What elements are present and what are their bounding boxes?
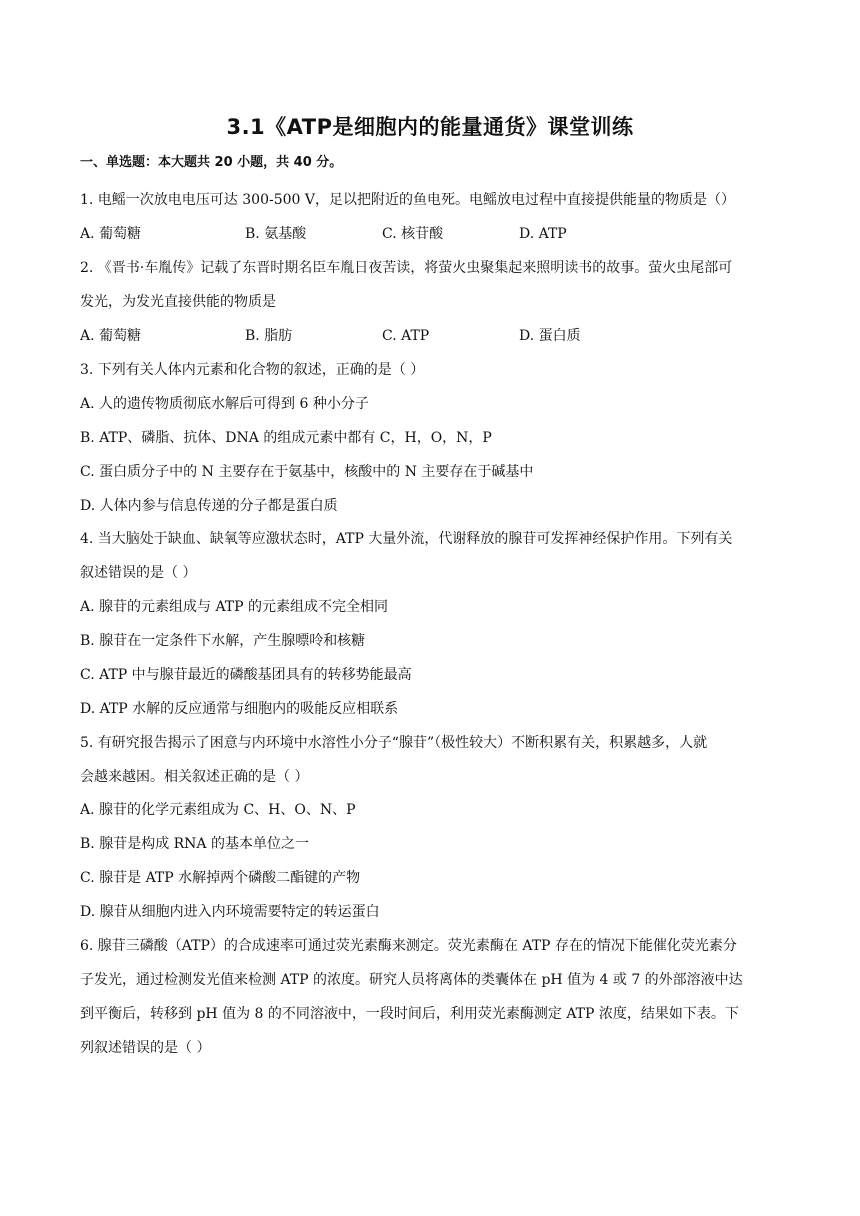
question-4-option-b: B. 腺苷在一定条件下水解，产生腺嘌呤和核糖 (80, 633, 366, 649)
question-4-stem-line-2: 叙述错误的是（ ） (80, 565, 197, 581)
question-1-stem: 1. 电鳐一次放电电压可达 300-500 V，足以把附近的鱼电死。电鳐放电过程中直接提供能量的物质是（） (80, 192, 735, 208)
question-2-stem-line-1: 2. 《晋书·车胤传》记载了东晋时期名臣车胤日夜苦读，将萤火虫聚集起来照明读书的故事。萤火虫尾部可 (80, 260, 733, 276)
question-2-option-d: D. 蛋白质 (519, 328, 581, 344)
question-5-option-c: C. 腺苷是 ATP 水解掉两个磷酸二酯键的产物 (80, 870, 361, 886)
page-title: 3.1《ATP是细胞内的能量通货》课堂训练 (226, 115, 634, 139)
question-2-option-a: A. 葡萄糖 (80, 328, 142, 344)
question-6-stem-line-1: 6. 腺苷三磷酸（ATP）的合成速率可通过荧光素酶来测定。荧光素酶在 ATP 存在的情况下能催化荧光素分 (80, 938, 737, 954)
question-3-option-c: C. 蛋白质分子中的 N 主要存在于氨基中，核酸中的 N 主要存在于碱基中 (80, 464, 534, 480)
question-6-stem-line-4: 列叙述错误的是（ ） (80, 1040, 211, 1056)
question-3-option-d: D. 人体内参与信息传递的分子都是蛋白质 (80, 498, 338, 514)
question-5-option-a: A. 腺苷的化学元素组成为 C、H、O、N、P (80, 802, 356, 818)
question-1-option-a: A. 葡萄糖 (80, 226, 142, 242)
question-3-option-a: A. 人的遗传物质彻底水解后可得到 6 种小分子 (80, 396, 369, 412)
question-1-option-c: C. 核苷酸 (382, 226, 444, 242)
question-3-option-b: B. ATP、磷脂、抗体、DNA 的组成元素中都有 C，H，O，N，P (80, 430, 492, 446)
question-1-option-d: D. ATP (519, 226, 567, 242)
question-5-option-d: D. 腺苷从细胞内进入内环境需要特定的转运蛋白 (80, 904, 380, 920)
question-2-option-b: B. 脂肪 (245, 328, 293, 344)
question-5-stem-line-2: 会越来越困。相关叙述正确的是（ ） (80, 769, 309, 785)
question-6-stem-line-3: 到平衡后，转移到 pH 值为 8 的不同溶液中，一段时间后，利用荧光素酶测定 ATP 浓度，结果如下表。下 (80, 1006, 739, 1022)
question-3-stem: 3. 下列有关人体内元素和化合物的叙述，正确的是（ ） (80, 362, 425, 378)
question-2-option-c: C. ATP (382, 328, 430, 344)
question-4-option-a: A. 腺苷的元素组成与 ATP 的元素组成不完全相同 (80, 599, 389, 615)
question-2-stem-line-2: 发光，为发光直接供能的物质是 (80, 294, 276, 310)
question-4-option-d: D. ATP 水解的反应通常与细胞内的吸能反应相联系 (80, 701, 399, 717)
question-4-option-c: C. ATP 中与腺苷最近的磷酸基团具有的转移势能最高 (80, 667, 412, 683)
question-4-stem-line-1: 4. 当大脑处于缺血、缺氧等应激状态时，ATP 大量外流，代谢释放的腺苷可发挥神经保护作用。下列有关 (80, 531, 733, 547)
question-1-option-b: B. 氨基酸 (245, 226, 307, 242)
question-5-option-b: B. 腺苷是构成 RNA 的基本单位之一 (80, 836, 309, 852)
question-6-stem-line-2: 子发光，通过检测发光值来检测 ATP 的浓度。研究人员将离体的类囊体在 pH 值为 4 或 7 的外部溶液中达 (80, 972, 743, 988)
question-5-stem-line-1: 5. 有研究报告揭示了困意与内环境中水溶性小分子“腺苷”（极性较大）不断积累有关，积累越多，人就 (80, 735, 708, 751)
section-heading: 一、单选题：本大题共 20 小题，共 40 分。 (80, 155, 343, 170)
